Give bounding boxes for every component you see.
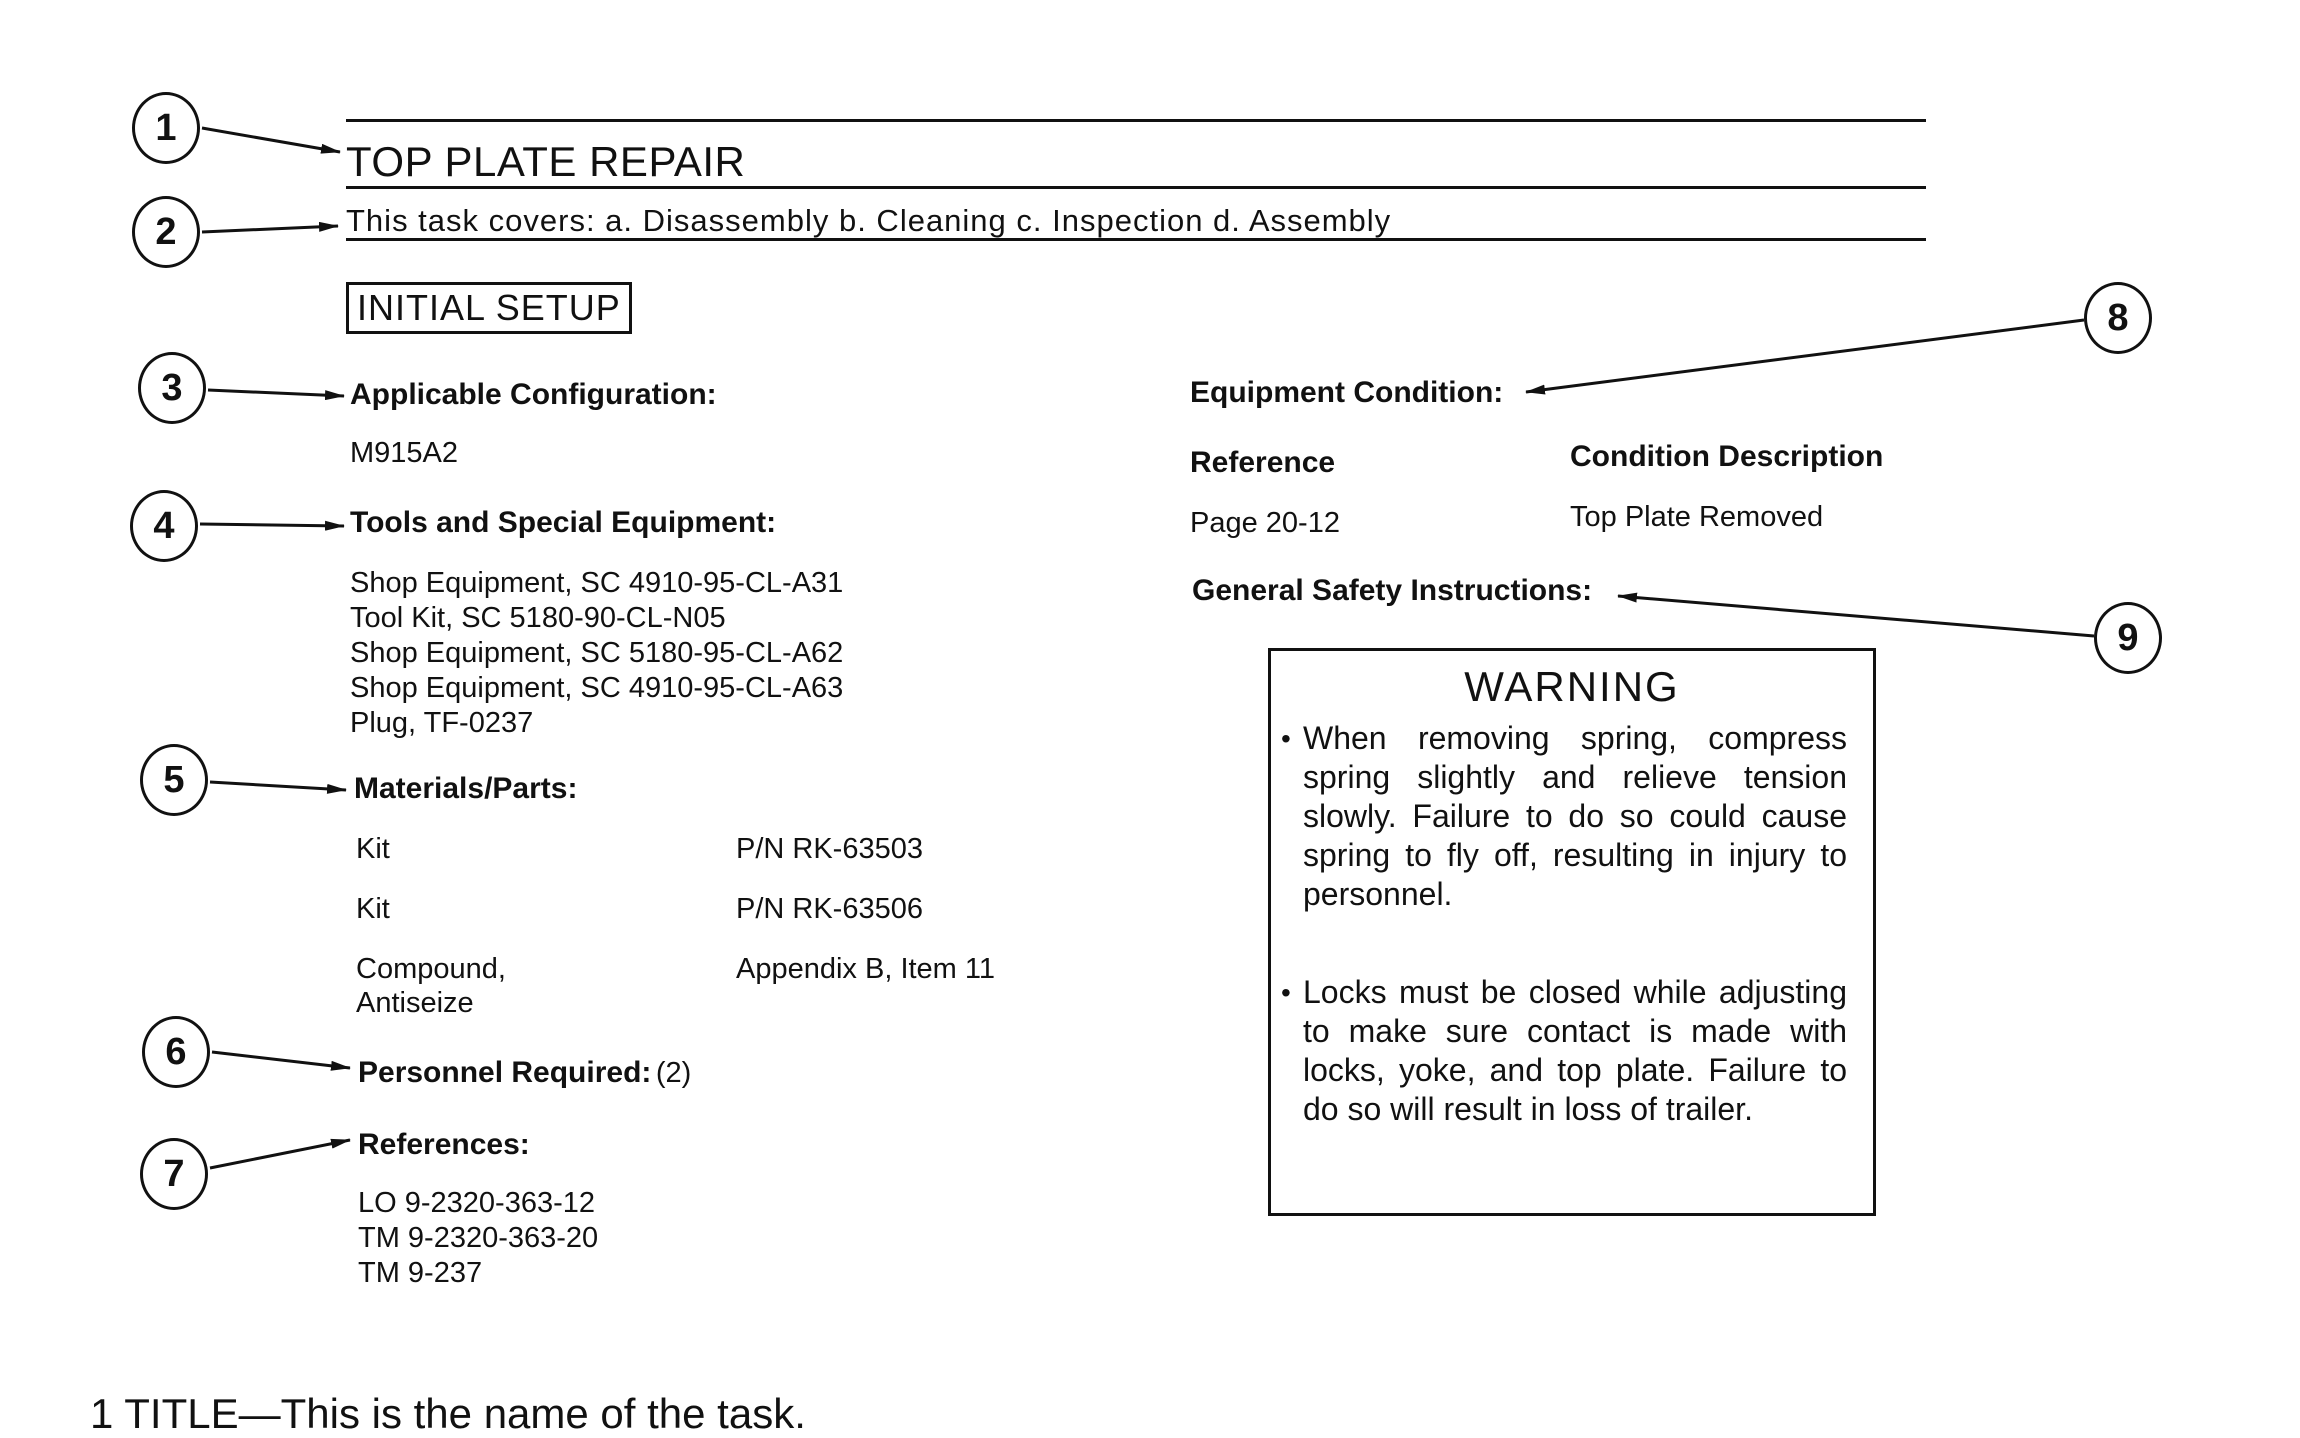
tools-label: Tools and Special Equipment: <box>350 506 777 539</box>
initial-setup-box: INITIAL SETUP <box>346 282 632 334</box>
callout-6: 6 <box>142 1016 210 1088</box>
references-label: References: <box>358 1128 530 1161</box>
col-reference: Reference <box>1190 446 1336 479</box>
col-condition-description: Condition Description <box>1570 440 1884 473</box>
config-value: M915A2 <box>350 437 459 469</box>
material-ref: Appendix B, Item 11 <box>736 953 996 985</box>
arrow-1 <box>202 128 340 152</box>
safety-label: General Safety Instructions: <box>1192 574 1593 607</box>
arrow-5 <box>210 782 346 790</box>
material-name: Kit <box>356 833 390 865</box>
arrow-2 <box>202 226 338 232</box>
tool-item: Shop Equipment, SC 5180-95-CL-A62 <box>350 637 844 669</box>
tool-item: Plug, TF-0237 <box>350 707 534 739</box>
bullet-icon: • <box>1281 977 1291 1008</box>
condition-reference: Page 20-12 <box>1190 507 1340 539</box>
arrow-7 <box>210 1140 350 1168</box>
condition-description: Top Plate Removed <box>1570 501 1824 533</box>
material-ref: P/N RK-63506 <box>736 893 923 925</box>
config-label: Applicable Configuration: <box>350 378 717 411</box>
warning-text: Locks must be closed while adjusting to make sure contact is made with locks, yoke, and top plate. Failure to do so will result in loss of trailer. <box>1303 974 1847 1127</box>
reference-item: TM 9-2320-363-20 <box>358 1222 599 1254</box>
callout-7: 7 <box>140 1138 208 1210</box>
material-name: Compound, <box>356 953 506 985</box>
arrow-8 <box>1526 320 2084 392</box>
callout-3: 3 <box>138 352 206 424</box>
materials-label: Materials/Parts: <box>354 772 578 805</box>
tool-item: Shop Equipment, SC 4910-95-CL-A31 <box>350 567 844 599</box>
callout-8: 8 <box>2084 282 2152 354</box>
page-title: TOP PLATE REPAIR <box>346 138 746 185</box>
tool-item: Tool Kit, SC 5180-90-CL-N05 <box>350 602 726 634</box>
material-name-cont: Antiseize <box>356 987 474 1019</box>
callout-1: 1 <box>132 92 200 164</box>
material-name: Kit <box>356 893 390 925</box>
reference-item: LO 9-2320-363-12 <box>358 1187 595 1219</box>
arrow-9 <box>1618 596 2094 636</box>
bullet-icon: • <box>1281 723 1291 754</box>
arrow-6 <box>212 1052 350 1068</box>
task-covers: This task covers: a. Disassembly b. Cleaning c. Inspection d. Assembly <box>346 203 1392 238</box>
material-ref: P/N RK-63503 <box>736 833 923 865</box>
tool-item: Shop Equipment, SC 4910-95-CL-A63 <box>350 672 844 704</box>
personnel-value: (2) <box>655 1057 692 1089</box>
footer-note: 1 TITLE—This is the name of the task. <box>90 1390 806 1437</box>
personnel-label: Personnel Required: <box>358 1056 652 1089</box>
callout-9: 9 <box>2094 602 2162 674</box>
arrow-3 <box>208 390 344 396</box>
warning-text: When removing spring, compress spring slightly and relieve tension slowly. Failure to do so could cause spring to fly off, resulting in injury to personnel. <box>1303 720 1847 912</box>
callout-2: 2 <box>132 196 200 268</box>
equipment-condition-label: Equipment Condition: <box>1190 376 1504 409</box>
arrow-4 <box>200 524 344 526</box>
warning-title: WARNING <box>1464 663 1680 710</box>
callout-5: 5 <box>140 744 208 816</box>
reference-item: TM 9-237 <box>358 1257 483 1289</box>
callout-4: 4 <box>130 490 198 562</box>
